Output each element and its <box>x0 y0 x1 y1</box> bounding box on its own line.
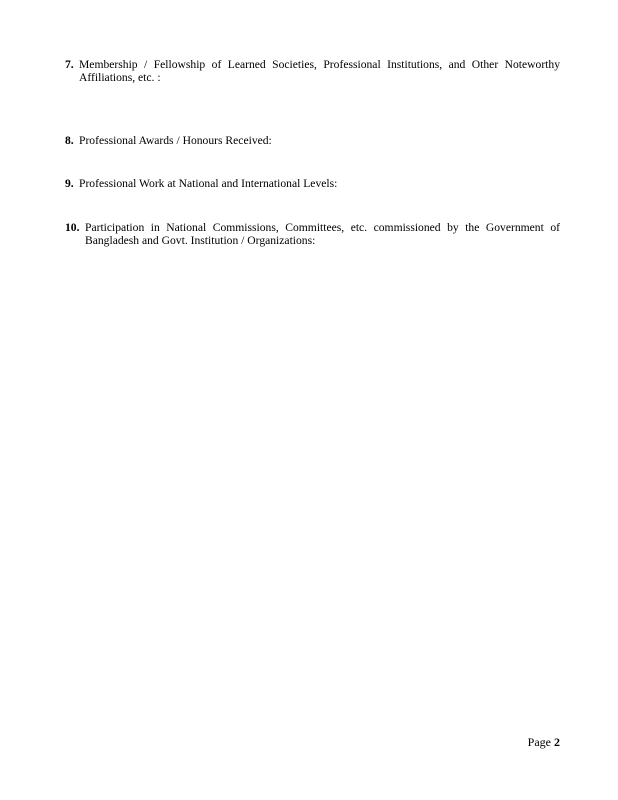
item-number: 10. <box>65 221 80 234</box>
item-number: 8. <box>65 134 74 147</box>
page-label: Page <box>527 735 551 749</box>
item-number: 7. <box>65 58 74 71</box>
page-number-footer <box>528 736 560 749</box>
section-item-commissions <box>65 221 560 247</box>
page-number: 2 <box>554 735 560 749</box>
item-heading: Participation in National Commissions, Committees, etc. commissioned by the Government of Bangladesh and Govt. Institution / Organizations: <box>85 221 560 247</box>
item-heading: Professional Work at National and International Levels: <box>79 177 338 190</box>
item-heading: Membership / Fellowship of Learned Societies, Professional Institutions, and Other Noteworthy Affiliations, etc. : <box>79 58 560 84</box>
item-number: 9. <box>65 177 74 190</box>
section-item-membership <box>65 58 560 84</box>
section-item-professional-work <box>65 177 560 190</box>
item-heading: Professional Awards / Honours Received: <box>79 134 272 147</box>
section-item-awards <box>65 134 560 147</box>
